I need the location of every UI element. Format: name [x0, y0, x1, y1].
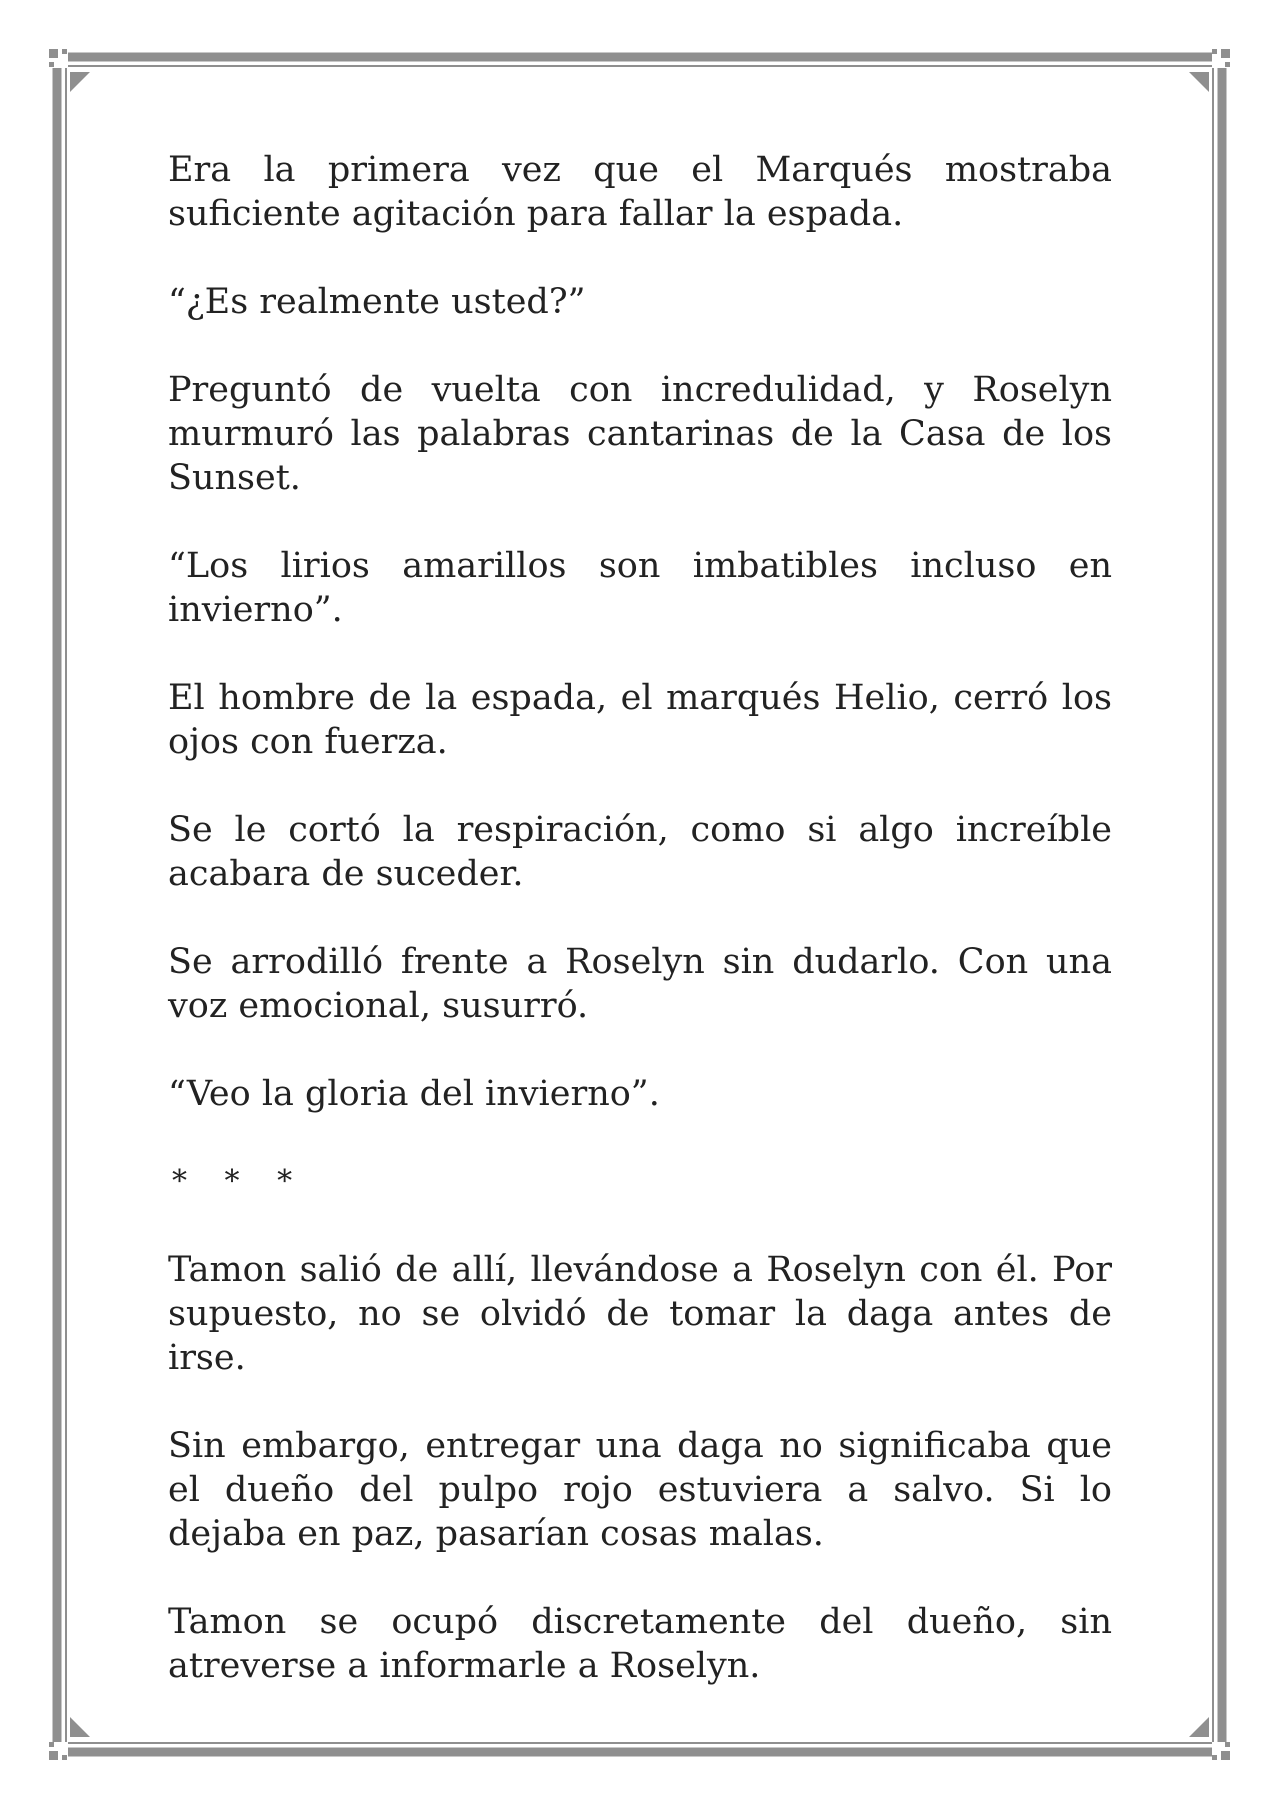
- paragraph: El hombre de la espada, el marqués Helio, cerró los ojos con fuerza.: [168, 678, 1112, 762]
- paragraph: Se le cortó la respiración, como si algo increíble acabara de suceder.: [168, 810, 1112, 894]
- paragraph: Era la primera vez que el Marqués mostraba suficiente agitación para fallar la espada.: [168, 150, 1112, 234]
- paragraph: Preguntó de vuelta con incredulidad, y Roselyn murmuró las palabras cantarinas de la Casa de los Sunset.: [168, 370, 1112, 498]
- page-body-text: [168, 148, 1112, 1732]
- paragraph: Se arrodilló frente a Roselyn sin dudarlo. Con una voz emocional, susurró.: [168, 942, 1112, 1026]
- paragraph: “¿Es realmente usted?”: [168, 282, 586, 322]
- paragraph: “Los lirios amarillos son imbatibles incluso en invierno”.: [168, 546, 1112, 630]
- scene-break-separator: * * *: [172, 1164, 307, 1199]
- paragraph: Tamon se ocupó discretamente del dueño, sin atreverse a informarle a Roselyn.: [168, 1602, 1112, 1686]
- paragraph: “Veo la gloria del invierno”.: [168, 1074, 660, 1114]
- paragraph: Tamon salió de allí, llevándose a Roselyn con él. Por supuesto, no se olvidó de tomar la daga antes de irse.: [168, 1250, 1112, 1378]
- paragraph: Sin embargo, entregar una daga no significaba que el dueño del pulpo rojo estuviera a salvo. Si lo dejaba en paz, pasarían cosas malas.: [168, 1426, 1112, 1554]
